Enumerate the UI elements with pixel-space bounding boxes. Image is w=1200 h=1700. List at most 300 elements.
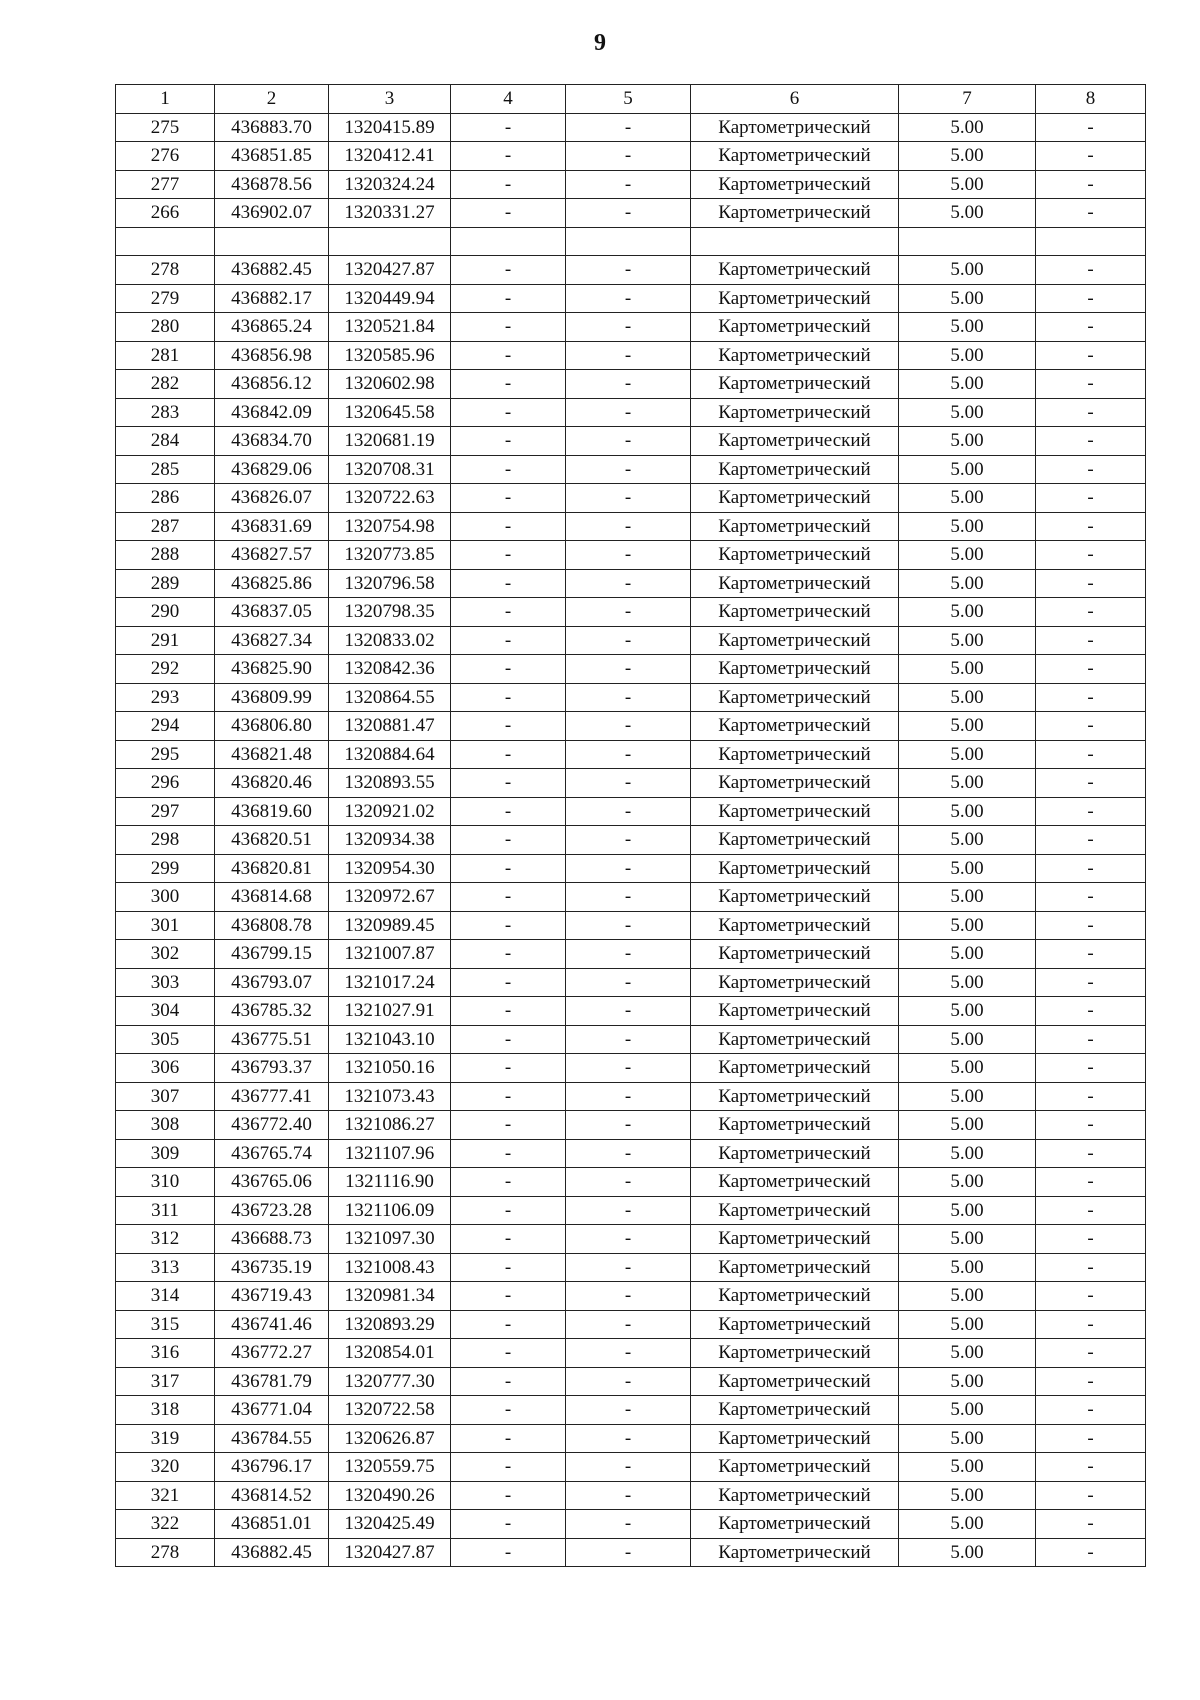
table-row (116, 1111, 1146, 1140)
table-row (116, 284, 1146, 313)
table-cell-col-2: 436741.46 (215, 1310, 329, 1339)
table-body (116, 113, 1146, 1567)
table-cell-col-4: - (451, 1025, 566, 1054)
table-cell-col-4: - (451, 1111, 566, 1140)
table-cell-col-2: 436772.27 (215, 1339, 329, 1368)
table-row (116, 626, 1146, 655)
table-cell-col-7 (899, 227, 1036, 256)
table-cell-col-3: 1320331.27 (329, 199, 451, 228)
table-cell-col-4: - (451, 911, 566, 940)
table-cell-col-1: 316 (116, 1339, 215, 1368)
table-cell-col-2: 436806.80 (215, 712, 329, 741)
table-cell-col-7: 5.00 (899, 683, 1036, 712)
table-cell-col-6: Картометрический (691, 541, 899, 570)
table-cell-col-4: - (451, 1282, 566, 1311)
table-cell-col-7: 5.00 (899, 1082, 1036, 1111)
table-cell-col-1: 303 (116, 968, 215, 997)
table-cell-col-7: 5.00 (899, 911, 1036, 940)
table-row (116, 854, 1146, 883)
table-cell-col-6: Картометрический (691, 427, 899, 456)
table-cell-col-4: - (451, 1339, 566, 1368)
table-row (116, 313, 1146, 342)
table-cell-col-2: 436856.98 (215, 341, 329, 370)
table-cell-col-2: 436820.51 (215, 826, 329, 855)
table-row (116, 826, 1146, 855)
table-cell-col-3: 1321086.27 (329, 1111, 451, 1140)
table-cell-col-6 (691, 227, 899, 256)
table-row (116, 1282, 1146, 1311)
table-cell-col-2 (215, 227, 329, 256)
table-row (116, 256, 1146, 285)
table-cell-col-3: 1320972.67 (329, 883, 451, 912)
table-cell-col-7: 5.00 (899, 1168, 1036, 1197)
table-cell-col-6: Картометрический (691, 1339, 899, 1368)
table-cell-col-2: 436829.06 (215, 455, 329, 484)
table-cell-col-2: 436784.55 (215, 1424, 329, 1453)
table-cell-col-2: 436834.70 (215, 427, 329, 456)
table-cell-col-8: - (1036, 1339, 1146, 1368)
table-cell-col-5: - (566, 797, 691, 826)
table-cell-col-2: 436765.06 (215, 1168, 329, 1197)
table-cell-col-4: - (451, 1424, 566, 1453)
table-cell-col-7: 5.00 (899, 1538, 1036, 1567)
table-cell-col-3: 1321007.87 (329, 940, 451, 969)
table-cell-col-1: 311 (116, 1196, 215, 1225)
table-cell-col-4: - (451, 113, 566, 142)
table-cell-col-1: 310 (116, 1168, 215, 1197)
table-cell-col-4: - (451, 398, 566, 427)
column-header-8: 8 (1036, 85, 1146, 114)
table-cell-col-1: 291 (116, 626, 215, 655)
table-cell-col-3: 1320415.89 (329, 113, 451, 142)
table-cell-col-3: 1320989.45 (329, 911, 451, 940)
table-cell-col-1: 318 (116, 1396, 215, 1425)
table-cell-col-1: 294 (116, 712, 215, 741)
table-row (116, 1225, 1146, 1254)
table-cell-col-1: 289 (116, 569, 215, 598)
table-cell-col-1: 313 (116, 1253, 215, 1282)
table-cell-col-7: 5.00 (899, 256, 1036, 285)
table-cell-col-8: - (1036, 1396, 1146, 1425)
table-cell-col-7: 5.00 (899, 455, 1036, 484)
table-cell-col-7: 5.00 (899, 769, 1036, 798)
table-cell-col-3: 1320893.29 (329, 1310, 451, 1339)
table-cell-col-7: 5.00 (899, 569, 1036, 598)
table-cell-col-5: - (566, 427, 691, 456)
table-cell-col-2: 436882.17 (215, 284, 329, 313)
table-cell-col-5: - (566, 170, 691, 199)
table-cell-col-1: 293 (116, 683, 215, 712)
table-cell-col-3: 1321008.43 (329, 1253, 451, 1282)
table-cell-col-5: - (566, 740, 691, 769)
table-cell-col-4: - (451, 170, 566, 199)
table-cell-col-4: - (451, 1225, 566, 1254)
table-cell-col-6: Картометрический (691, 398, 899, 427)
table-cell-col-7: 5.00 (899, 170, 1036, 199)
table-cell-col-1: 304 (116, 997, 215, 1026)
table-row (116, 655, 1146, 684)
table-row (116, 769, 1146, 798)
table-cell-col-6: Картометрический (691, 797, 899, 826)
table-cell-col-1: 278 (116, 256, 215, 285)
table-cell-col-6: Картометрический (691, 968, 899, 997)
table-cell-col-8: - (1036, 1453, 1146, 1482)
table-cell-col-4: - (451, 1510, 566, 1539)
table-cell-col-8: - (1036, 1310, 1146, 1339)
table-cell-col-6: Картометрический (691, 455, 899, 484)
table-cell-col-1: 315 (116, 1310, 215, 1339)
table-cell-col-3: 1321106.09 (329, 1196, 451, 1225)
table-cell-col-7: 5.00 (899, 341, 1036, 370)
table-cell-col-8: - (1036, 512, 1146, 541)
table-cell-col-8: - (1036, 854, 1146, 883)
table-cell-col-1: 284 (116, 427, 215, 456)
table-cell-col-6: Картометрический (691, 1253, 899, 1282)
table-cell-col-3: 1321050.16 (329, 1054, 451, 1083)
table-cell-col-5: - (566, 512, 691, 541)
table-cell-col-6: Картометрический (691, 484, 899, 513)
table-cell-col-1: 302 (116, 940, 215, 969)
table-cell-col-8: - (1036, 911, 1146, 940)
table-cell-col-4: - (451, 569, 566, 598)
table-cell-col-6: Картометрический (691, 911, 899, 940)
table-row (116, 940, 1146, 969)
table-cell-col-7: 5.00 (899, 113, 1036, 142)
table-cell-col-3: 1320425.49 (329, 1510, 451, 1539)
table-cell-col-6: Картометрический (691, 341, 899, 370)
table-cell-col-1: 278 (116, 1538, 215, 1567)
coordinates-table (115, 84, 1146, 1567)
table-cell-col-4: - (451, 427, 566, 456)
table-cell-col-6: Картометрический (691, 256, 899, 285)
table-cell-col-3: 1320412.41 (329, 142, 451, 171)
table-cell-col-5: - (566, 712, 691, 741)
table-cell-col-8: - (1036, 1054, 1146, 1083)
table-cell-col-2: 436819.60 (215, 797, 329, 826)
table-cell-col-7: 5.00 (899, 427, 1036, 456)
table-cell-col-3: 1320934.38 (329, 826, 451, 855)
table-cell-col-6: Картометрический (691, 769, 899, 798)
table-cell-col-8: - (1036, 1367, 1146, 1396)
table-cell-col-4: - (451, 655, 566, 684)
table-cell-col-5: - (566, 883, 691, 912)
table-cell-col-5: - (566, 313, 691, 342)
table-cell-col-4: - (451, 1082, 566, 1111)
table-cell-col-6: Картометрический (691, 113, 899, 142)
table-cell-col-2: 436796.17 (215, 1453, 329, 1482)
table-cell-col-5: - (566, 683, 691, 712)
table-cell-col-4: - (451, 1453, 566, 1482)
table-cell-col-4: - (451, 341, 566, 370)
table-cell-col-5: - (566, 854, 691, 883)
table-cell-col-8: - (1036, 769, 1146, 798)
table-cell-col-7: 5.00 (899, 313, 1036, 342)
table-cell-col-8: - (1036, 797, 1146, 826)
table-cell-col-7: 5.00 (899, 1424, 1036, 1453)
table-row (116, 797, 1146, 826)
table-cell-col-1: 286 (116, 484, 215, 513)
table-cell-col-3: 1320954.30 (329, 854, 451, 883)
table-cell-col-7: 5.00 (899, 1310, 1036, 1339)
table-row (116, 1139, 1146, 1168)
table-cell-col-6: Картометрический (691, 626, 899, 655)
table-cell-col-5: - (566, 1339, 691, 1368)
table-cell-col-4: - (451, 769, 566, 798)
table-cell-col-2: 436772.40 (215, 1111, 329, 1140)
table-cell-col-8: - (1036, 569, 1146, 598)
table-cell-col-7: 5.00 (899, 142, 1036, 171)
table-cell-col-6: Картометрический (691, 1310, 899, 1339)
table-cell-col-3: 1320777.30 (329, 1367, 451, 1396)
table-row (116, 1510, 1146, 1539)
table-cell-col-7: 5.00 (899, 1510, 1036, 1539)
table-cell-col-8: - (1036, 712, 1146, 741)
table-cell-col-2: 436856.12 (215, 370, 329, 399)
table-cell-col-2: 436793.07 (215, 968, 329, 997)
table-cell-col-3: 1320602.98 (329, 370, 451, 399)
table-cell-col-1: 309 (116, 1139, 215, 1168)
table-cell-col-4: - (451, 370, 566, 399)
table-cell-col-7: 5.00 (899, 655, 1036, 684)
table-row (116, 1538, 1146, 1567)
table-row (116, 1025, 1146, 1054)
table-cell-col-4: - (451, 1538, 566, 1567)
table-cell-col-3: 1320722.63 (329, 484, 451, 513)
table-cell-col-3: 1321116.90 (329, 1168, 451, 1197)
table-cell-col-4: - (451, 541, 566, 570)
table-cell-col-5: - (566, 1282, 691, 1311)
table-cell-col-3: 1320842.36 (329, 655, 451, 684)
table-cell-col-2: 436723.28 (215, 1196, 329, 1225)
table-row (116, 113, 1146, 142)
table-cell-col-5: - (566, 569, 691, 598)
table-cell-col-1: 305 (116, 1025, 215, 1054)
table-cell-col-5: - (566, 1025, 691, 1054)
table-cell-col-2: 436735.19 (215, 1253, 329, 1282)
table-cell-col-2: 436765.74 (215, 1139, 329, 1168)
table-cell-col-4: - (451, 512, 566, 541)
table-cell-col-7: 5.00 (899, 541, 1036, 570)
table-cell-col-2: 436882.45 (215, 256, 329, 285)
table-cell-col-7: 5.00 (899, 1196, 1036, 1225)
table-cell-col-1 (116, 227, 215, 256)
table-cell-col-8: - (1036, 826, 1146, 855)
table-cell-col-4: - (451, 284, 566, 313)
table-cell-col-2: 436825.86 (215, 569, 329, 598)
table-cell-col-6: Картометрический (691, 142, 899, 171)
table-cell-col-3: 1321043.10 (329, 1025, 451, 1054)
table-cell-col-8: - (1036, 626, 1146, 655)
table-cell-col-3 (329, 227, 451, 256)
table-cell-col-1: 320 (116, 1453, 215, 1482)
table-cell-col-4: - (451, 940, 566, 969)
table-cell-col-1: 279 (116, 284, 215, 313)
table-row (116, 512, 1146, 541)
table-cell-col-5: - (566, 626, 691, 655)
table-cell-col-3: 1320521.84 (329, 313, 451, 342)
table-cell-col-1: 266 (116, 199, 215, 228)
table-cell-col-2: 436688.73 (215, 1225, 329, 1254)
table-cell-col-6: Картометрический (691, 1510, 899, 1539)
table-cell-col-3: 1320722.58 (329, 1396, 451, 1425)
table-cell-col-8: - (1036, 142, 1146, 171)
table-cell-col-7: 5.00 (899, 626, 1036, 655)
table-cell-col-7: 5.00 (899, 1054, 1036, 1083)
table-cell-col-5: - (566, 598, 691, 627)
table-row (116, 341, 1146, 370)
table-cell-col-1: 282 (116, 370, 215, 399)
table-cell-col-6: Картометрический (691, 997, 899, 1026)
table-cell-col-2: 436814.68 (215, 883, 329, 912)
table-cell-col-5: - (566, 284, 691, 313)
table-cell-col-2: 436837.05 (215, 598, 329, 627)
table-cell-col-7: 5.00 (899, 854, 1036, 883)
table-cell-col-1: 317 (116, 1367, 215, 1396)
table-cell-col-3: 1320645.58 (329, 398, 451, 427)
table-cell-col-5: - (566, 455, 691, 484)
table-cell-col-7: 5.00 (899, 199, 1036, 228)
table-cell-col-8: - (1036, 1481, 1146, 1510)
table-cell-col-8: - (1036, 1282, 1146, 1311)
table-cell-col-2: 436777.41 (215, 1082, 329, 1111)
table-cell-col-5: - (566, 1396, 691, 1425)
table-cell-col-3: 1320449.94 (329, 284, 451, 313)
table-cell-col-5: - (566, 398, 691, 427)
table-cell-col-5: - (566, 1253, 691, 1282)
table-cell-col-6: Картометрический (691, 854, 899, 883)
table-cell-col-5: - (566, 1082, 691, 1111)
table-cell-col-5: - (566, 1510, 691, 1539)
table-cell-col-1: 285 (116, 455, 215, 484)
table-cell-col-3: 1320681.19 (329, 427, 451, 456)
table-cell-col-7: 5.00 (899, 797, 1036, 826)
table-cell-col-4: - (451, 142, 566, 171)
table-cell-col-7: 5.00 (899, 1225, 1036, 1254)
table-row (116, 455, 1146, 484)
table-cell-col-5: - (566, 1054, 691, 1083)
table-cell-col-5: - (566, 113, 691, 142)
table-cell-col-8: - (1036, 1196, 1146, 1225)
table-cell-col-3: 1320864.55 (329, 683, 451, 712)
table-cell-col-1: 290 (116, 598, 215, 627)
table-cell-col-6: Картометрический (691, 598, 899, 627)
table-cell-col-3: 1320490.26 (329, 1481, 451, 1510)
table-row (116, 997, 1146, 1026)
table-cell-col-8: - (1036, 455, 1146, 484)
table-cell-col-6: Картометрический (691, 199, 899, 228)
table-cell-col-8: - (1036, 1253, 1146, 1282)
table-cell-col-5: - (566, 1367, 691, 1396)
table-cell-col-6: Картометрический (691, 1282, 899, 1311)
table-cell-col-5 (566, 227, 691, 256)
table-cell-col-1: 308 (116, 1111, 215, 1140)
table-cell-col-8: - (1036, 398, 1146, 427)
table-cell-col-3: 1321097.30 (329, 1225, 451, 1254)
column-header-5: 5 (566, 85, 691, 114)
table-cell-col-2: 436882.45 (215, 1538, 329, 1567)
table-row (116, 1453, 1146, 1482)
table-cell-col-3: 1320798.35 (329, 598, 451, 627)
table-cell-col-2: 436820.46 (215, 769, 329, 798)
table-cell-col-4: - (451, 313, 566, 342)
table-cell-col-8: - (1036, 113, 1146, 142)
table-cell-col-3: 1320833.02 (329, 626, 451, 655)
table-cell-col-3: 1320427.87 (329, 1538, 451, 1567)
table-cell-col-4: - (451, 797, 566, 826)
table-cell-col-7: 5.00 (899, 512, 1036, 541)
table-cell-col-3: 1321073.43 (329, 1082, 451, 1111)
table-cell-col-2: 436808.78 (215, 911, 329, 940)
table-cell-col-8: - (1036, 598, 1146, 627)
table-cell-col-2: 436842.09 (215, 398, 329, 427)
table-row (116, 1310, 1146, 1339)
table-cell-col-5: - (566, 968, 691, 997)
table-cell-col-5: - (566, 911, 691, 940)
table-cell-col-3: 1320981.34 (329, 1282, 451, 1311)
table-cell-col-7: 5.00 (899, 712, 1036, 741)
table-cell-col-7: 5.00 (899, 370, 1036, 399)
table-cell-col-6: Картометрический (691, 1396, 899, 1425)
table-cell-col-4: - (451, 199, 566, 228)
table-cell-col-6: Картометрический (691, 740, 899, 769)
table-cell-col-4: - (451, 1139, 566, 1168)
table-cell-col-5: - (566, 826, 691, 855)
table-cell-col-5: - (566, 370, 691, 399)
table-cell-col-4: - (451, 854, 566, 883)
table-cell-col-2: 436775.51 (215, 1025, 329, 1054)
table-cell-col-4: - (451, 883, 566, 912)
table-row (116, 683, 1146, 712)
table-cell-col-2: 436719.43 (215, 1282, 329, 1311)
table-cell-col-8: - (1036, 1510, 1146, 1539)
table-cell-col-3: 1320884.64 (329, 740, 451, 769)
table-cell-col-6: Картометрический (691, 1453, 899, 1482)
table-cell-col-4: - (451, 740, 566, 769)
table-row (116, 1367, 1146, 1396)
table-cell-col-1: 298 (116, 826, 215, 855)
table-cell-col-1: 300 (116, 883, 215, 912)
table-cell-col-5: - (566, 1196, 691, 1225)
table-cell-col-2: 436781.79 (215, 1367, 329, 1396)
table-row (116, 1168, 1146, 1197)
table-cell-col-1: 301 (116, 911, 215, 940)
table-cell-col-1: 292 (116, 655, 215, 684)
table-cell-col-6: Картометрический (691, 1139, 899, 1168)
table-cell-col-4: - (451, 1253, 566, 1282)
column-header-3: 3 (329, 85, 451, 114)
table-cell-col-1: 288 (116, 541, 215, 570)
table-cell-col-6: Картометрический (691, 1196, 899, 1225)
table-cell-col-5: - (566, 940, 691, 969)
table-cell-col-2: 436821.48 (215, 740, 329, 769)
table-cell-col-2: 436771.04 (215, 1396, 329, 1425)
table-row (116, 427, 1146, 456)
table-cell-col-8: - (1036, 484, 1146, 513)
table-row (116, 227, 1146, 256)
table-header-row (116, 85, 1146, 114)
table-cell-col-5: - (566, 1225, 691, 1254)
table-cell-col-1: 287 (116, 512, 215, 541)
table-cell-col-6: Картометрический (691, 1111, 899, 1140)
table-cell-col-4: - (451, 1196, 566, 1225)
table-cell-col-2: 436825.90 (215, 655, 329, 684)
table-cell-col-8: - (1036, 740, 1146, 769)
table-cell-col-7: 5.00 (899, 284, 1036, 313)
table-cell-col-4: - (451, 712, 566, 741)
table-cell-col-2: 436793.37 (215, 1054, 329, 1083)
table-cell-col-4: - (451, 1054, 566, 1083)
table-cell-col-4: - (451, 826, 566, 855)
